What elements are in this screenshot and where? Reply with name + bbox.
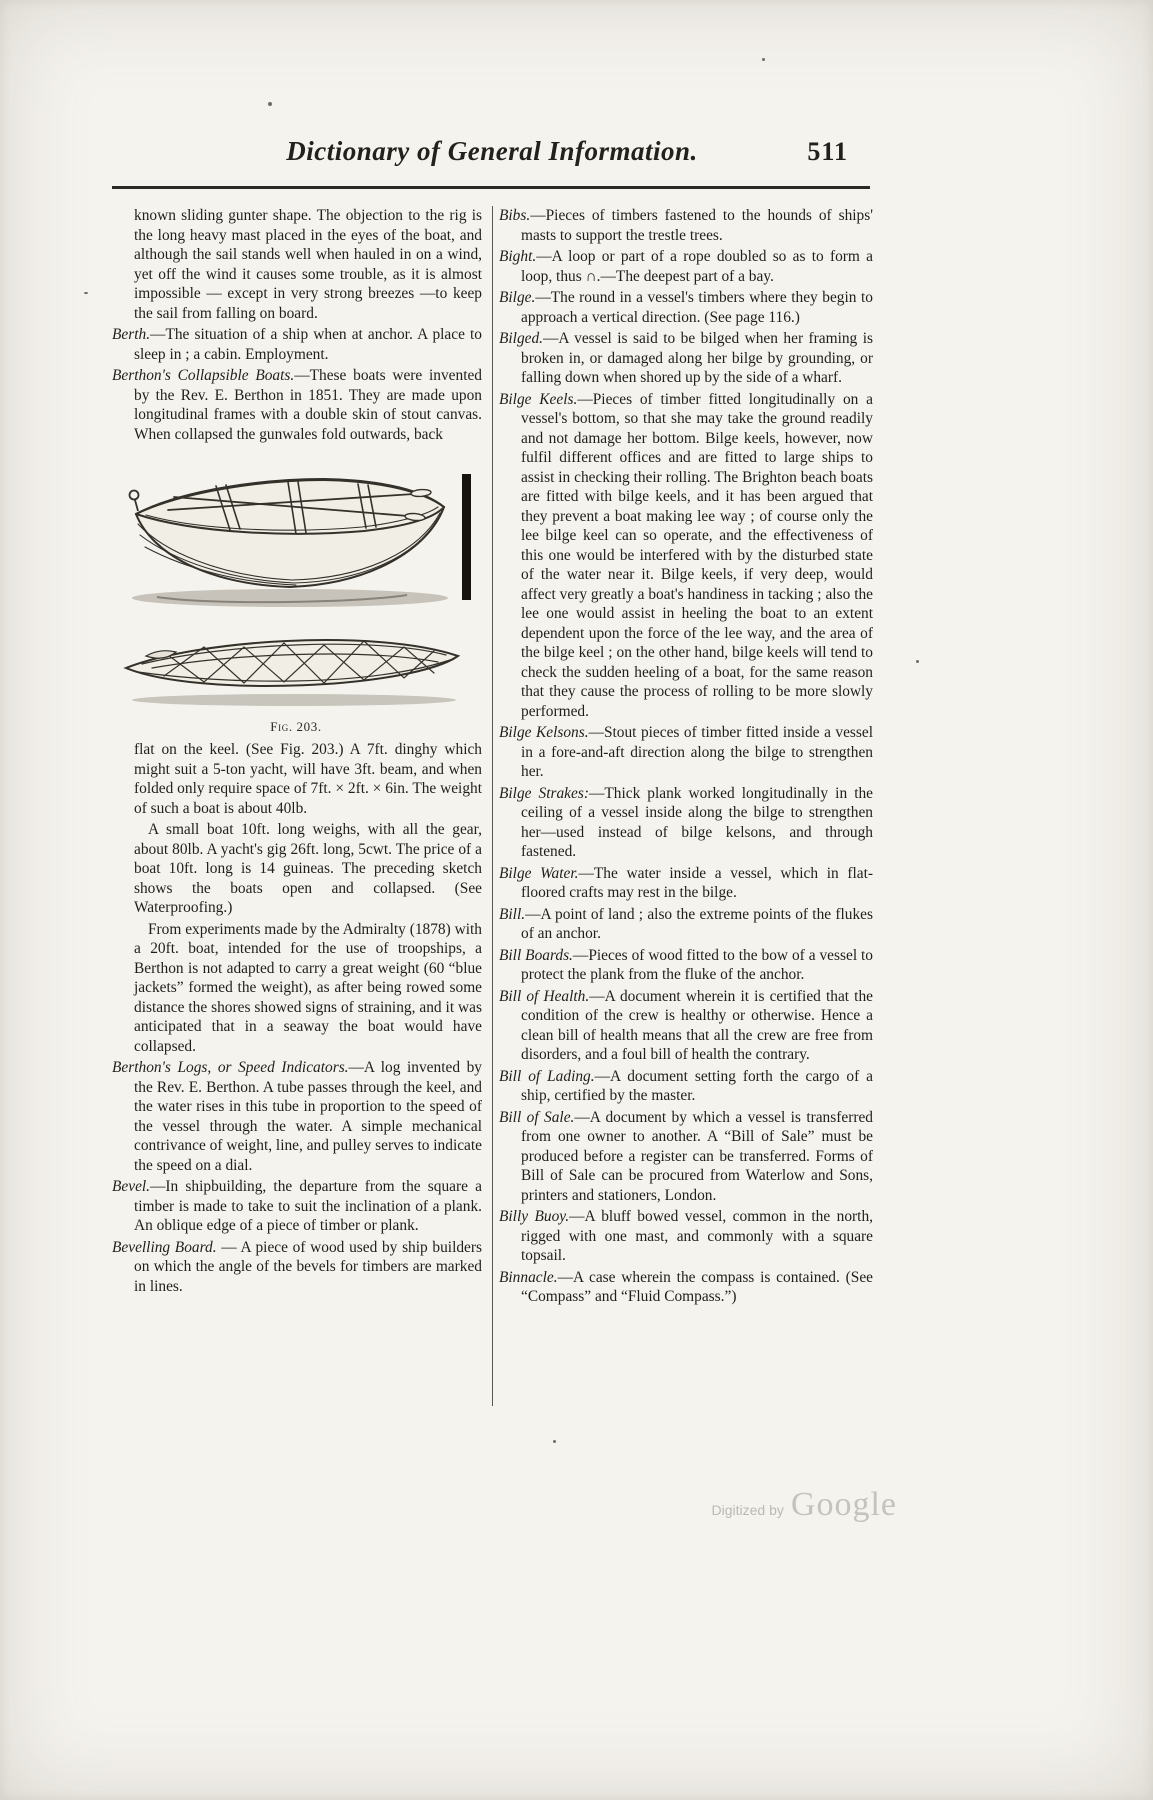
google-logo-text: Google bbox=[790, 1486, 897, 1523]
entry-term: Berth. bbox=[112, 326, 151, 343]
dictionary-entry: Bill of Health.—A document wherein it is certified that the condition of the crew is healthy or otherwise. Hence a clean bill of health means that all the crew are free from disorders, and a foul bill of health the contrary. bbox=[499, 987, 873, 1063]
scan-speck bbox=[268, 102, 272, 106]
scan-artifact bbox=[462, 474, 471, 600]
left-column-top bbox=[112, 206, 482, 444]
entry-term: Bilge Keels. bbox=[499, 390, 578, 408]
scan-speck bbox=[916, 660, 919, 663]
paragraph: From experiments made by the Admiralty (1878) with a 20ft. boat, intended for the use of troopships, a Berthon is not adapted to carry a great weight (60 “blue jackets” formed the weight), as after being rowed some distance the shores showed signs of straining, and it was anticipated that in a seaway the boat would have collapsed. bbox=[134, 920, 482, 1055]
digitized-watermark bbox=[712, 1486, 897, 1524]
running-title: Dictionary of General Information. bbox=[286, 136, 698, 166]
left-column-bottom bbox=[112, 740, 482, 1296]
column-divider bbox=[492, 206, 493, 1406]
figure-caption: Fig. 203. bbox=[270, 719, 322, 734]
boat-illustration bbox=[112, 450, 480, 716]
entry-term: Bevelling Board. bbox=[112, 1238, 217, 1256]
entry-term: Bill of Health. bbox=[499, 987, 590, 1005]
paragraph: A small boat 10ft. long weighs, with all the gear, about 80lb. A yacht's gig 26ft. long, 5cwt. The price of a boat 10ft. long is 14 guineas. The preceding sketch shows the boats open and collapsed. (See Waterproofing.) bbox=[134, 821, 482, 916]
dictionary-entry: Berth.—The situation of a ship when at anchor. A place to sleep in ; a cabin. Employment. bbox=[112, 326, 482, 363]
right-column bbox=[499, 206, 873, 1406]
dictionary-entry: Berthon's Collapsible Boats.—These boats were invented by the Rev. E. Berthon in 1851. They are made upon longitudinal frames with a double skin of stout canvas. When collapsed the gunwales fold outwards, back bbox=[112, 367, 482, 443]
dictionary-entry: Bevel.—In shipbuilding, the departure from the square a timber is made to take to suit the inclination of a plank. An oblique edge of a piece of timber or plank. bbox=[112, 1178, 482, 1234]
entry-term: Bilge Strakes: bbox=[499, 784, 589, 802]
entry-term: Bevel. bbox=[112, 1178, 151, 1195]
entry-term: Bilge Water. bbox=[499, 864, 579, 882]
figure-boats bbox=[112, 450, 480, 735]
text-columns bbox=[112, 206, 884, 1406]
entry-term: Berthon's Collapsible Boats. bbox=[112, 367, 295, 384]
dictionary-entry: Bill Boards.—Pieces of wood fitted to the bow of a vessel to protect the plank from the fluke of the anchor. bbox=[499, 946, 874, 983]
scan-speck bbox=[84, 292, 88, 294]
entry-term: Bilged. bbox=[499, 330, 544, 347]
dictionary-entry: Bill of Lading.—A document setting forth the cargo of a ship, certified by the master. bbox=[499, 1067, 873, 1104]
dictionary-entry: Bilge Strakes:—Thick plank worked longitudinally in the ceiling of a vessel inside along the bilge to strengthen her—used instead of bilge kelsons, and through fastened. bbox=[499, 784, 873, 860]
scan-speck bbox=[553, 1440, 556, 1443]
scan-speck bbox=[762, 58, 765, 61]
paragraph: flat on the keel. (See Fig. 203.) A 7ft. dinghy which might suit a 5-ton yacht, will have 3ft. beam, and when folded only require space of 7ft. × 2ft. × 6in. The weight of such a boat is about 40lb. bbox=[134, 741, 482, 817]
entry-term: Binnacle. bbox=[499, 1268, 558, 1286]
dictionary-entry: Bill.—A point of land ; also the extreme points of the flukes of an anchor. bbox=[499, 905, 873, 942]
dictionary-entry: Berthon's Logs, or Speed Indicators.—A log invented by the Rev. E. Berthon. A tube passes through the keel, and the water rises in this tube in proportion to the speed of the vessel through the water. A simple mechanical contrivance of weight, line, and pulley serves to indicate the speed on a dial. bbox=[112, 1059, 482, 1174]
page-number: 511 bbox=[807, 137, 848, 166]
watermark-text: Digitized by bbox=[711, 1502, 784, 1518]
dictionary-entry: Billy Buoy.—A bluff bowed vessel, common in the north, rigged with one mast, and commonly with a square topsail. bbox=[499, 1208, 873, 1264]
entry-term: Bill. bbox=[499, 905, 526, 923]
entry-term: Bilge Kelsons. bbox=[499, 724, 589, 741]
dictionary-entry: Binnacle.—A case wherein the compass is contained. (See “Compass” and “Fluid Compass.”) bbox=[499, 1268, 873, 1305]
dictionary-entry: Bill of Sale.—A document by which a vessel is transferred from one owner to another. A “Bill of Sale” must be produced before a register can be transferred. Forms of Bill of Sale can be procured from Waterlow and Sons, printers and stationers, London. bbox=[499, 1108, 873, 1204]
header-rule bbox=[112, 186, 870, 189]
paragraph: known sliding gunter shape. The objection to the rig is the long heavy mast placed in the eyes of the boat, and although the sail stands well when hauled in on a wind, yet off the wind it causes some trouble, as it is almost impossible — except in very strong breezes —to keep the sail from falling on board. bbox=[134, 207, 482, 322]
entry-term: Bight. bbox=[499, 248, 537, 265]
dictionary-entry: Bight.—A loop or part of a rope doubled so as to form a loop, thus ∩.—The deepest part of a bay. bbox=[499, 248, 873, 285]
dictionary-entry: Bilged.—A vessel is said to be bilged when her framing is broken in, or damaged along her bilge by grounding, or falling down when shored up by the side of a wharf. bbox=[499, 330, 873, 386]
dictionary-entry: Bibs.—Pieces of timbers fastened to the hounds of ships' masts to support the trestle trees. bbox=[499, 207, 873, 244]
dictionary-entry: Bilge Kelsons.—Stout pieces of timber fitted inside a vessel in a fore-and-aft direction along the bilge to strengthen her. bbox=[499, 724, 873, 780]
entry-term: Bill of Lading. bbox=[499, 1067, 595, 1085]
page-header bbox=[112, 136, 872, 167]
entry-term: Bill of Sale. bbox=[499, 1108, 575, 1126]
entry-term: Billy Buoy. bbox=[499, 1208, 570, 1225]
entry-term: Bibs. bbox=[499, 207, 531, 224]
dictionary-entry: Bilge.—The round in a vessel's timbers where they begin to approach a vertical direction. (See page 116.) bbox=[499, 289, 873, 326]
left-column bbox=[112, 206, 482, 1406]
entry-term: Bill Boards. bbox=[499, 946, 573, 964]
entry-term: Berthon's Logs, or Speed Indicators. bbox=[112, 1059, 349, 1076]
dictionary-entry: Bevelling Board. — A piece of wood used by ship builders on which the angle of the bevels for timbers are marked in lines. bbox=[112, 1238, 483, 1295]
dictionary-entry: Bilge Keels.—Pieces of timber fitted longitudinally on a vessel's bottom, so that she may take the ground readily and not damage her bottom. Bilge keels, however, now fulfil different offices and are fitted to large ships to assist in checking their rolling. The Brighton beach boats are fitted with bilge keels, and it has been argued that they prevent a boat making lee way ; of course only the lee bilge keel can so operate, and the effectiveness of this one would be interfered with by the disturbed state of the water near it. Bilge keels, if very deep, would affect very greatly a boat's handiness in tacking ; also the lee one would assist in heeling the boat to an extent dependent upon the force of the lee way, and the area of the bilge keel ; on the other hand, bilge keels will tend to check the sudden heeling of a boat, for the same reason that they cause the process of rolling to be more slowly performed. bbox=[499, 390, 873, 720]
dictionary-entry: Bilge Water.—The water inside a vessel, which in flat-floored crafts may rest in the bilge. bbox=[499, 864, 873, 901]
entry-term: Bilge. bbox=[499, 289, 536, 306]
